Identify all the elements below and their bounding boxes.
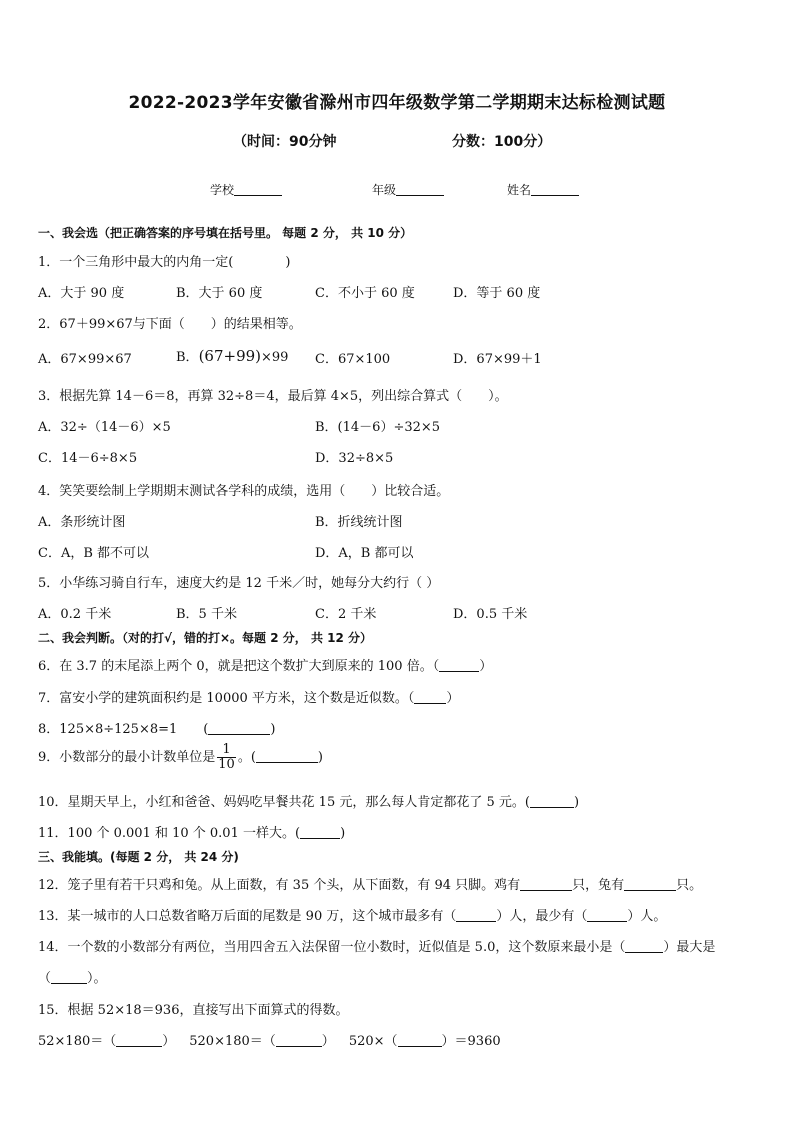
q15-item-3-blank[interactable] (398, 1034, 442, 1047)
q11-text: 11．100 个 0.001 和 10 个 0.01 一样大。( (38, 826, 301, 841)
q4-option-b: B．折线统计图 (315, 515, 403, 530)
question-10 (38, 791, 579, 810)
q12-text-a: 12．笼子里有若干只鸡和兔。从上面数，有 35 个头，从下面数，有 94 只脚。鸡有 (38, 878, 521, 893)
q2-option-b-paren: (67+99) (198, 347, 262, 365)
question-7 (38, 687, 459, 706)
q14-text-a: 14．一个数的小数部分有两位，当用四舍五入法保留一位小数时，近似值是 5.0，这个数原来最小是（ (38, 940, 626, 955)
q5-option-d: D．0.5 千米 (453, 607, 528, 622)
school-label: 学校 (210, 183, 235, 197)
q10-close: ) (573, 795, 580, 810)
q8-close: ) (270, 722, 276, 737)
q2-option-b (176, 346, 288, 365)
q9-numerator: 1 (217, 743, 236, 758)
school-blank[interactable] (234, 183, 282, 196)
q14-text-b: ）最大是 (663, 940, 716, 955)
name-blank[interactable] (531, 183, 579, 196)
q1-option-b: B．大于 60 度 (176, 286, 263, 301)
question-15-items (38, 1030, 501, 1049)
exam-time: （时间：90分钟 (233, 134, 337, 150)
q13-text-b: ）人，最少有（ (496, 909, 588, 924)
q14-text-d: ）。 (87, 971, 107, 986)
question-13 (38, 905, 666, 924)
q1-option-a: A．大于 90 度 (38, 286, 125, 301)
question-5: 5．小华练习骑自行车，速度大约是 12 千米／时，她每分大约行（ ） (38, 576, 440, 591)
q11-close: ) (340, 826, 346, 841)
question-1: 1．一个三角形中最大的内角一定( ) (38, 255, 291, 270)
q9-answer-blank[interactable] (256, 750, 318, 763)
question-14-cont (38, 967, 107, 986)
question-9 (38, 743, 323, 772)
question-8 (38, 718, 275, 737)
q10-text: 10．星期天早上，小红和爸爸、妈妈吃早餐共花 15 元，那么每人肯定都花了 5 元。( (38, 795, 530, 810)
q11-answer-blank[interactable] (300, 826, 340, 839)
q9-close: ) (317, 750, 323, 765)
question-14 (38, 936, 715, 955)
question-15: 15．根据 52×18＝936，直接写出下面算式的得数。 (38, 1003, 349, 1018)
q4-option-c: C．A，B 都不可以 (38, 546, 150, 561)
question-12 (38, 874, 702, 893)
q9-denominator: 10 (218, 757, 235, 772)
question-11 (38, 822, 345, 841)
grade-blank[interactable] (396, 183, 444, 196)
question-4: 4．笑笑要绘制上学期期末测试各学科的成绩，选用（ ）比较合适。 (38, 484, 450, 499)
section-2-heading: 二、我会判断。（对的打√，错的打×。每题 2 分， 共 12 分） (38, 631, 372, 645)
school-field[interactable] (210, 181, 282, 198)
q14-text-c: （ (38, 971, 52, 986)
q7-text: 7．富安小学的建筑面积约是 10000 平方米，这个数是近似数。（ (38, 691, 415, 706)
q7-close: ） (446, 691, 460, 706)
page-title: 2022-2023学年安徽省滁州市四年级数学第二学期期末达标检测试题 (128, 93, 666, 113)
name-field[interactable] (507, 181, 579, 198)
q6-text: 6．在 3.7 的末尾添上两个 0，就是把这个数扩大到原来的 100 倍。（ (38, 659, 440, 674)
section-1-heading: 一、我会选（把正确答案的序号填在括号里。 每题 2 分， 共 10 分） (38, 226, 413, 240)
grade-label: 年级 (372, 183, 397, 197)
q7-answer-blank[interactable] (414, 691, 446, 704)
q14-min-blank[interactable] (625, 940, 663, 953)
q2-option-c: C．67×100 (315, 352, 391, 367)
q8-text: 8．125×8÷125×8=1 ( (38, 722, 209, 737)
q2-option-a: A．67×99×67 (38, 352, 132, 367)
q13-text-a: 13．某一城市的人口总数省略万后面的尾数是 90 万，这个城市最多有（ (38, 909, 457, 924)
q13-text-c: ）人。 (627, 909, 667, 924)
q12-text-b: 只，兔有 (572, 878, 625, 893)
q5-option-a: A．0.2 千米 (38, 607, 112, 622)
question-2: 2．67＋99×67与下面（ ）的结果相等。 (38, 317, 302, 332)
q5-option-c: C．2 千米 (315, 607, 377, 622)
q9-fraction (217, 743, 236, 772)
q5-option-b: B．5 千米 (176, 607, 237, 622)
q6-close: ） (479, 659, 493, 674)
q2-option-d: D．67×99＋1 (453, 352, 542, 367)
q1-option-d: D．等于 60 度 (453, 286, 541, 301)
q13-min-blank[interactable] (587, 909, 627, 922)
q2-option-b-tail: ×99 (261, 350, 289, 365)
grade-field[interactable] (372, 181, 444, 198)
q8-answer-blank[interactable] (208, 722, 270, 735)
q15-item-2 (189, 1034, 335, 1049)
q15-item-1 (38, 1034, 175, 1049)
q12-chicken-blank[interactable] (520, 878, 572, 891)
q4-option-a: A．条形统计图 (38, 515, 126, 530)
q12-rabbit-blank[interactable] (624, 878, 676, 891)
q6-answer-blank[interactable] (439, 659, 479, 672)
q9-open: 。( (237, 750, 256, 765)
exam-score: 分数：100分） (452, 134, 552, 150)
q12-text-c: 只。 (676, 878, 703, 893)
q3-option-d: D．32÷8×5 (315, 451, 394, 466)
q9-text: 9．小数部分的最小计数单位是 (38, 750, 216, 765)
question-6 (38, 655, 492, 674)
q15-item-2-text: 520×180＝（ (189, 1034, 276, 1049)
q14-max-blank[interactable] (51, 971, 87, 984)
q2-option-b-letter: B． (176, 350, 199, 365)
q3-option-a: A．32÷（14－6）×5 (38, 420, 171, 435)
section-3-heading: 三、我能填。(每题 2 分， 共 24 分) (38, 850, 239, 864)
q15-item-2-close: ） (321, 1034, 335, 1049)
q10-answer-blank[interactable] (530, 795, 574, 808)
q15-item-3-text: 520×（ (348, 1034, 398, 1049)
q4-option-d: D．A，B 都可以 (315, 546, 414, 561)
q15-item-2-blank[interactable] (276, 1034, 322, 1047)
name-label: 姓名 (507, 183, 532, 197)
q15-item-3-close: ）＝9360 (441, 1034, 501, 1049)
question-3: 3．根据先算 14－6＝8，再算 32÷8＝4，最后算 4×5，列出综合算式（ ）。 (38, 389, 508, 404)
q15-item-1-blank[interactable] (116, 1034, 162, 1047)
q13-max-blank[interactable] (456, 909, 496, 922)
q15-item-1-text: 52×180＝（ (38, 1034, 117, 1049)
q3-option-c: C．14－6÷8×5 (38, 451, 138, 466)
q1-option-c: C．不小于 60 度 (315, 286, 415, 301)
q15-item-3 (349, 1034, 501, 1049)
q15-item-1-close: ） (162, 1034, 176, 1049)
q3-option-b: B．(14－6）÷32×5 (315, 420, 441, 435)
